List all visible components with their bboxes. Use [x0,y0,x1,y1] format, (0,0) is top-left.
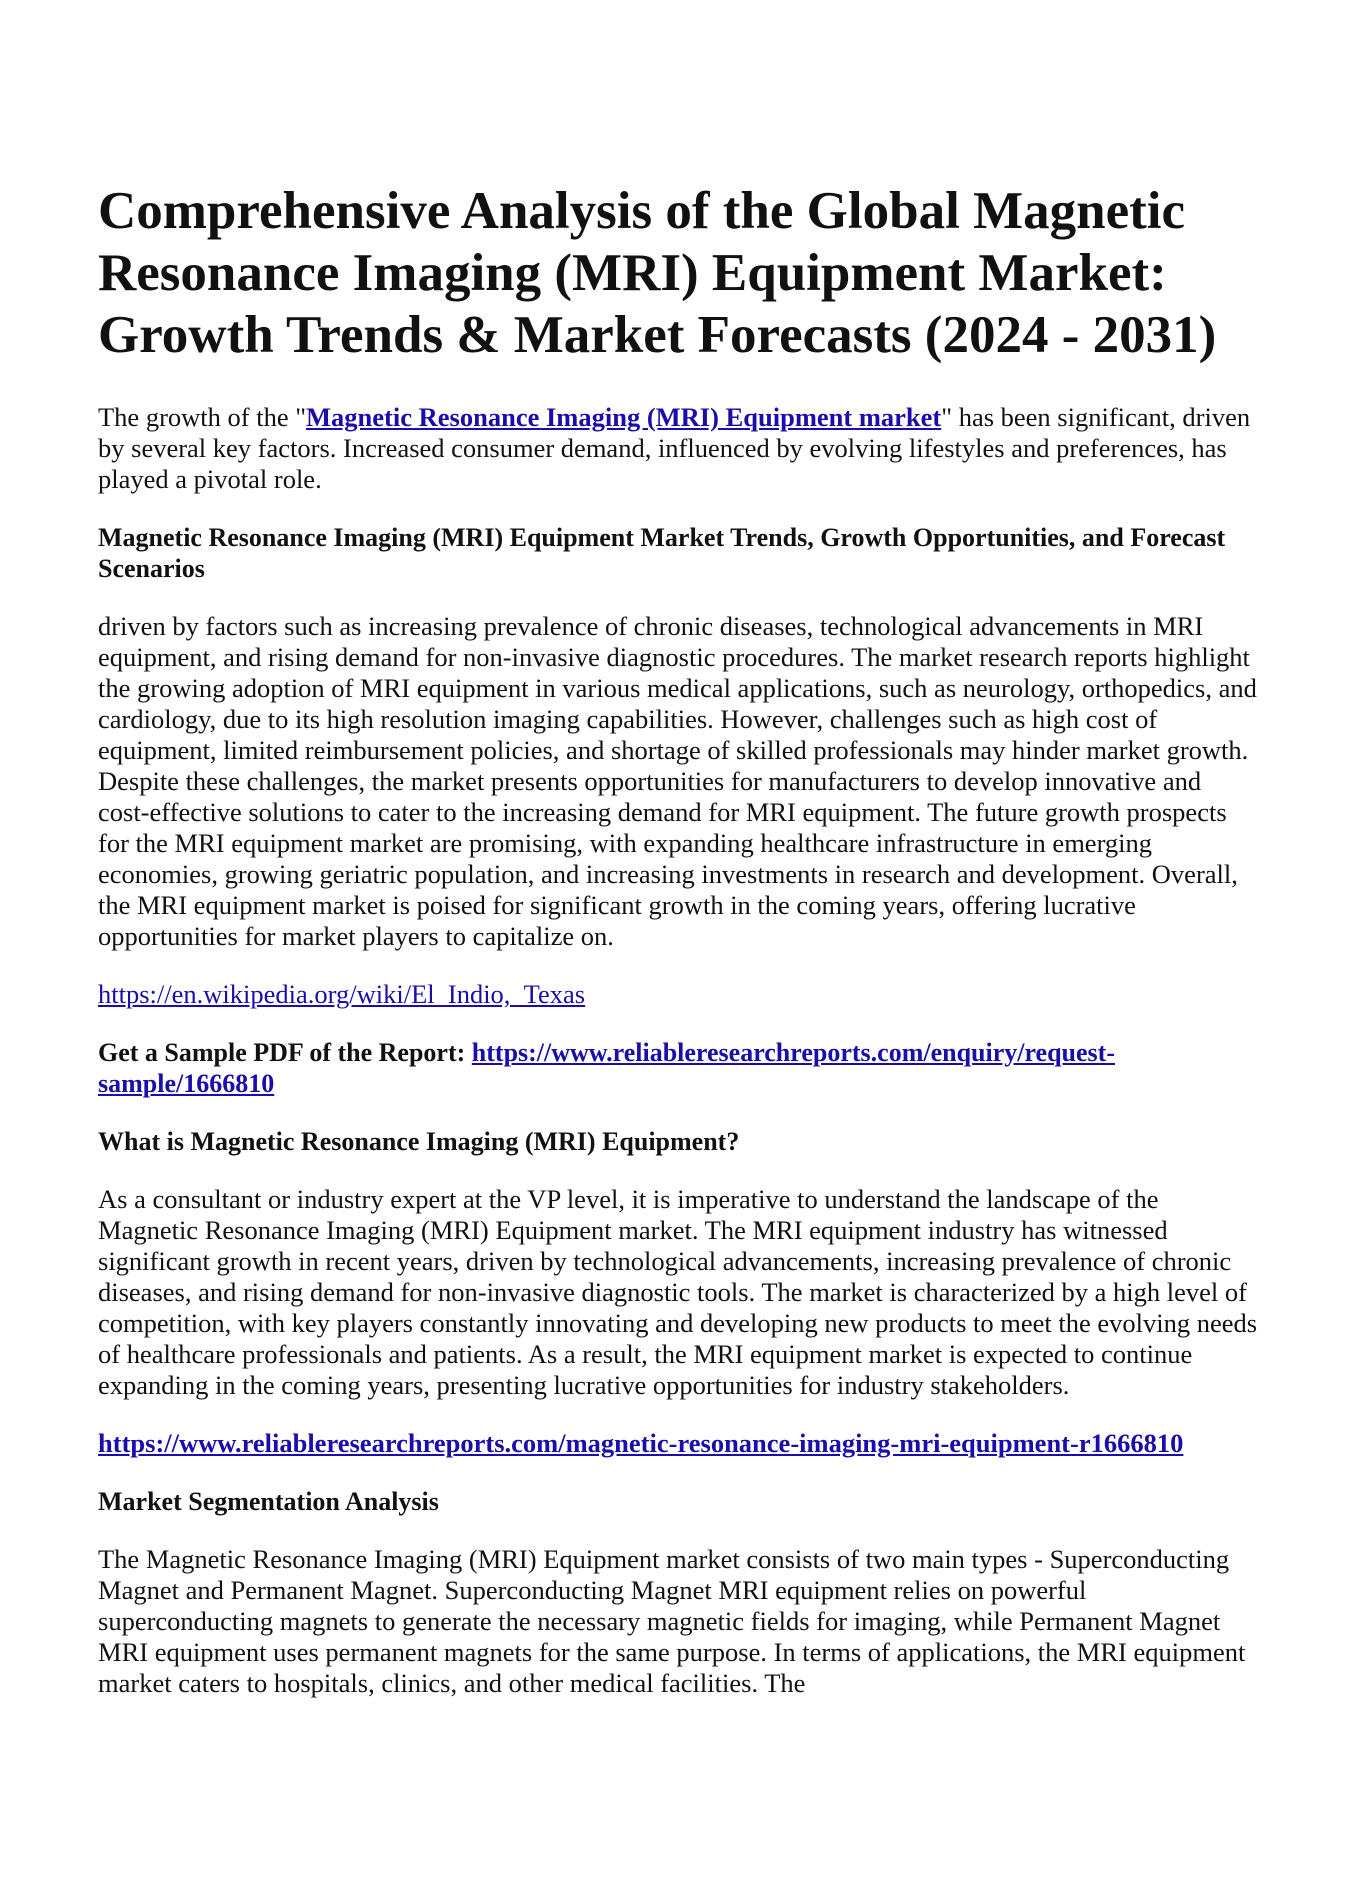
section-body-what-is: As a consultant or industry expert at the VP level, it is imperative to understand the landscape of the Magnetic Resonance Imaging (MRI) Equipment market. The MRI equipment industry has witnessed significant growth in recent years, driven by technological advancements, increasing prevalence of chronic diseases, and rising demand for non-invasive diagnostic tools. The market is characterized by a high level of competition, with key players constantly innovating and developing new products to meet the evolving needs of healthcare professionals and patients. As a result, the MRI equipment market is expected to continue expanding in the coming years, presenting lucrative opportunities for industry stakeholders. [98,1184,1258,1400]
page-title: Comprehensive Analysis of the Global Magnetic Resonance Imaging (MRI) Equipment Market: Growth Trends & Market Forecasts (2024 - 2031) [98,182,1217,364]
intro-paragraph [98,402,1258,495]
intro-text-before: The growth of the " [98,402,307,432]
wiki-link-line [98,979,1258,1010]
market-link[interactable]: Magnetic Resonance Imaging (MRI) Equipment market [306,402,942,432]
section-body-trends: driven by factors such as increasing prevalence of chronic diseases, technological advancements in MRI equipment, and rising demand for non-invasive diagnostic procedures. The market research reports highlight the growing adoption of MRI equipment in various medical applications, such as neurology, orthopedics, and cardiology, due to its high resolution imaging capabilities. However, challenges such as high cost of equipment, limited reimbursement policies, and shortage of skilled professionals may hinder market growth. Despite these challenges, the market presents opportunities for manufacturers to develop innovative and cost-effective solutions to cater to the increasing demand for MRI equipment. The future growth prospects for the MRI equipment market are promising, with expanding healthcare infrastructure in emerging economies, growing geriatric population, and increasing investments in research and development. Overall, the MRI equipment market is poised for significant growth in the coming years, offering lucrative opportunities for market players to capitalize on. [98,611,1257,951]
sample-pdf-line [98,1037,1258,1099]
intro-text-after: " has been significant, driven by several key factors. Increased consumer demand, influenced by evolving lifestyles and preferences, has played a pivotal role. [98,402,1251,494]
sample-pdf-label: Get a Sample PDF of the Report: [98,1038,472,1067]
report-link[interactable]: https://www.reliableresearchreports.com/magnetic-resonance-imaging-mri-equipment-r1666810 [98,1428,1184,1458]
section-heading-what-is: What is Magnetic Resonance Imaging (MRI) Equipment? [98,1127,740,1156]
section-body-segmentation: The Magnetic Resonance Imaging (MRI) Equipment market consists of two main types - Superconducting Magnet and Permanent Magnet. Superconducting Magnet MRI equipment relies on powerful superconducting magnets to generate the necessary magnetic fields for imaging, while Permanent Magnet MRI equipment uses permanent magnets for the same purpose. In terms of applications, the MRI equipment market caters to hospitals, clinics, and other medical facilities. The [98,1544,1246,1698]
section-heading-trends: Magnetic Resonance Imaging (MRI) Equipment Market Trends, Growth Opportunities, and Forecast Scenarios [98,523,1226,583]
sample-pdf-link[interactable]: https://www.reliableresearchreports.com/enquiry/request-sample/1666810 [98,1038,1115,1098]
section-heading-segmentation: Market Segmentation Analysis [98,1487,439,1516]
report-link-line [98,1428,1258,1459]
document-page [98,180,1258,1726]
wiki-link[interactable]: https://en.wikipedia.org/wiki/El_Indio,_Texas [98,979,586,1009]
